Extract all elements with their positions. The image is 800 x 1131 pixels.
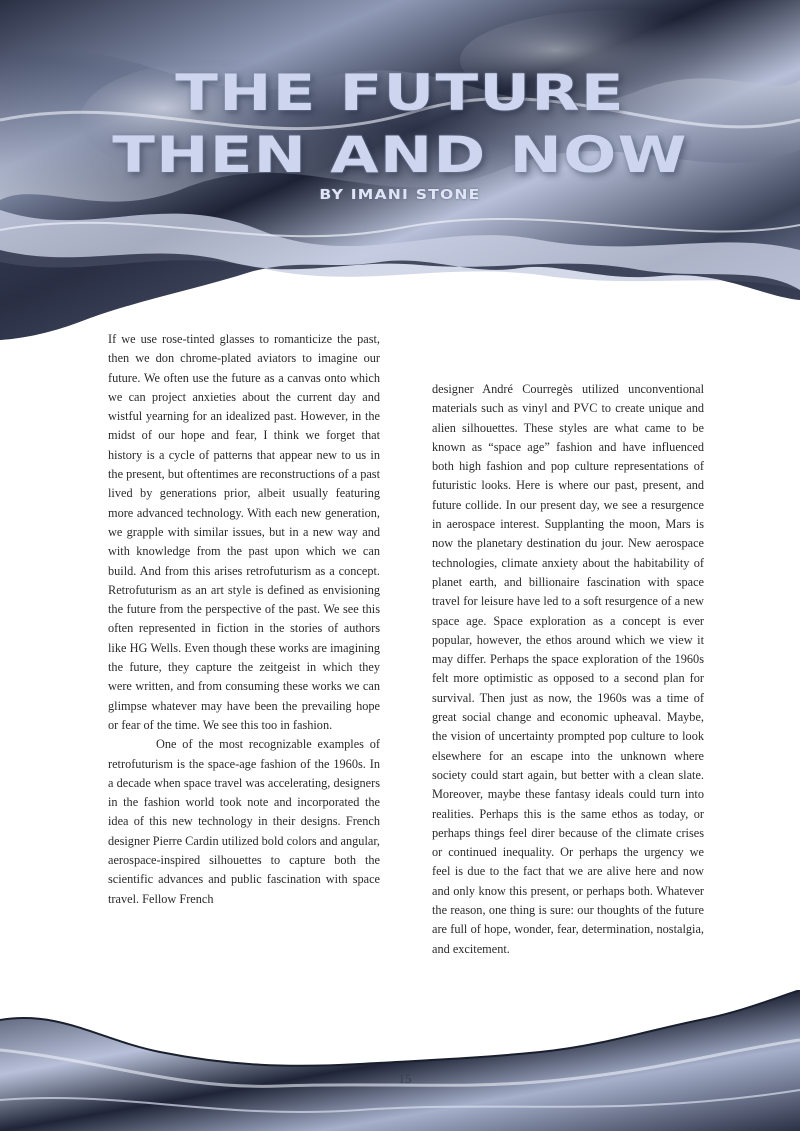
chrome-footer-artwork [0, 990, 800, 1131]
article-column-left [108, 330, 380, 909]
title-block [0, 62, 800, 203]
article-title-line-1: THE FUTURE [175, 64, 625, 122]
article-paragraph: designer André Courregès utilized unconventional materials such as vinyl and PVC to create unique and alien silhouettes. These styles are what came to be known as “space age” fashion and have influenced both high fashion and pop culture representations of futuristic looks. Here is where our past, present, and future collide. In our present day, we see a resurgence in aerospace interest. Supplanting the moon, Mars is now the planetary destination du jour. New aerospace technologies, climate anxiety about the habitability of planet earth, and billionaire fascination with space travel for leisure have led to a soft resurgence of a new space age. Space exploration as a concept is ever popular, however, the ethos around which we view it may differ. Perhaps the space exploration of the 1960s felt more optimistic as opposed to a second plan for survival. Then just as now, the 1960s was a time of great social change and economic upheaval. Maybe, the vision of uncertainty prompted pop culture to look elsewhere for an escape into the unknown where society could start again, but better with a clean slate. Moreover, maybe these fantasy ideals could turn into realities. Perhaps this is the same ethos as today, or perhaps things feel direr because of the climate crises or continued inequality. Or perhaps the urgency we feel is due to the fact that we are alive here and now and only know this present, or perhaps both. Whatever the reason, one thing is sure: our thoughts of the future are full of hope, wonder, fear, determination, nostalgia, and excitement. [432, 382, 704, 956]
page-number: 15 [398, 1071, 412, 1086]
article-title-line-2: THEN AND NOW [112, 126, 688, 184]
article-paragraph: One of the most recognizable examples of retrofuturism is the space-age fashion of the 1960s. In a decade when space travel was accelerating, designers in the fashion world took note and incorporated the idea of this new technology in their designs. French designer Pierre Cardin utilized bold colors and angular, aerospace-inspired silhouettes to capture both the scientific advances and public fascination with space travel. Fellow French [108, 737, 381, 906]
article-column-right [432, 380, 704, 959]
author-byline: BY IMANI STONE [319, 188, 481, 203]
article-paragraph: If we use rose-tinted glasses to romanticize the past, then we don chrome-plated aviators to imagine our future. We often use the future as a canvas onto which we can project anxieties about the current day and wistful yearning for an idealized past. However, in the midst of our hope and fear, I think we forget that history is a cycle of patterns that appear new to us in the present, but oftentimes are reconstructions of a past lived by generations prior, albeit usually featuring more advanced technology. With each new generation, we grapple with similar issues, but in a new way and with knowledge from the past upon which we can build. And from this arises retrofuturism as a concept. Retrofuturism as an art style is defined as envisioning the future from the perspective of the past. We see this often represented in fiction in the stories of authors like HG Wells. Even though these works are imagining the future, they capture the zeitgeist in which they were written, and from consuming these works we can glimpse whatever may have been the prevailing hope or fear of the time. We see this too in fashion. [108, 332, 380, 732]
chrome-header-artwork [0, 0, 800, 345]
liquid-chrome-graphic-bottom [0, 990, 800, 1131]
